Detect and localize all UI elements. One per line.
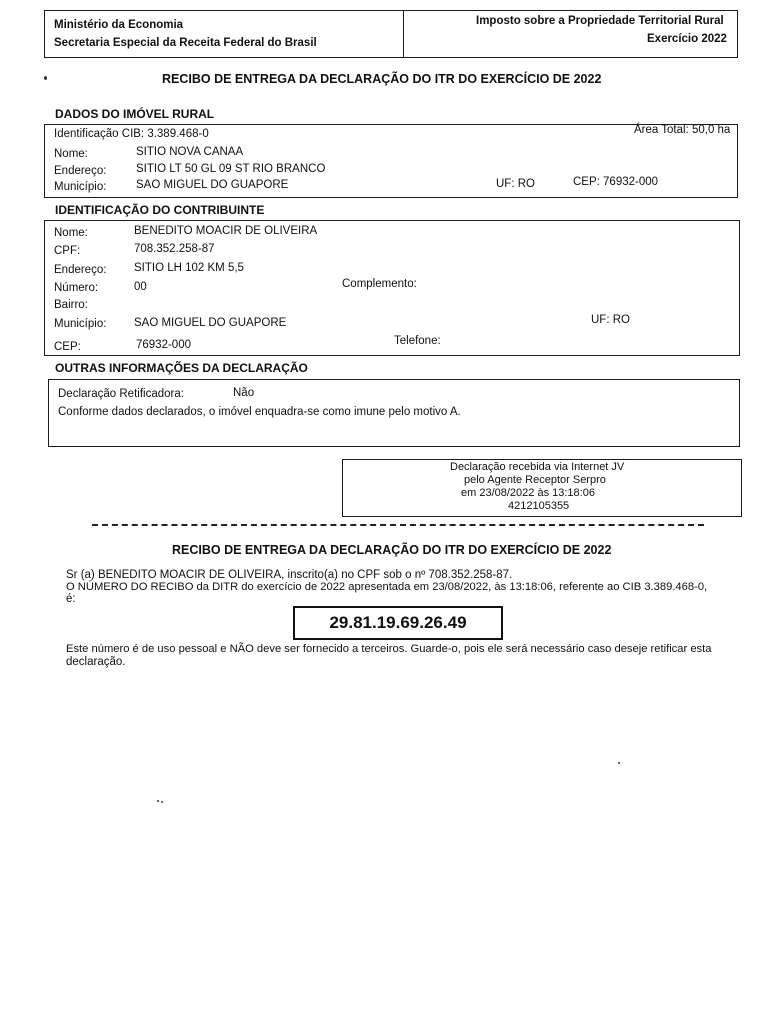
speck: [44, 76, 47, 80]
contribuinte-bairro-label: Bairro:: [54, 299, 88, 311]
recibo-line2: O NÚMERO DO RECIBO da DITR do exercício de 2022 apresentada em 23/08/2022, às 13:18:06, referente ao CIB 3.389.468-0,: [66, 581, 708, 593]
imovel-cep: CEP: 76932-000: [573, 176, 659, 188]
contribuinte-nome-label: Nome:: [54, 227, 88, 239]
contribuinte-cep-label: CEP:: [54, 341, 81, 353]
speck: [157, 800, 159, 802]
contribuinte-cep-value: 76932-000: [136, 339, 191, 351]
header-divider: [403, 10, 404, 58]
imovel-area-total: Área Total: 50,0 ha: [634, 124, 731, 136]
imovel-uf: UF: RO: [496, 178, 535, 190]
contribuinte-endereco-label: Endereço:: [54, 264, 107, 276]
contribuinte-numero-label: Número:: [54, 282, 99, 294]
recibo-numero: 29.81.19.69.26.49: [329, 613, 467, 632]
main-title: RECIBO DE ENTREGA DA DECLARAÇÃO DO ITR DO EXERCÍCIO DE 2022: [162, 72, 602, 86]
recibo-aviso-line1: Este número é de uso pessoal e NÃO deve ser fornecido a terceiros. Guarde-o, pois ele será necessário caso deseje retificar esta: [66, 643, 712, 655]
header-ministerio: Ministério da Economia: [54, 19, 184, 31]
imovel-municipio-value: SAO MIGUEL DO GUAPORE: [136, 179, 289, 191]
imovel-endereco-label: Endereço:: [54, 165, 107, 177]
cut-line: [92, 524, 704, 526]
contribuinte-telefone-label: Telefone:: [394, 335, 441, 347]
contribuinte-municipio-label: Município:: [54, 318, 107, 330]
outras-retificadora-value: Não: [233, 387, 255, 399]
outras-retificadora-label: Declaração Retificadora:: [58, 388, 184, 400]
header-secretaria: Secretaria Especial da Receita Federal do Brasil: [54, 37, 317, 49]
contribuinte-numero-value: 00: [134, 281, 147, 293]
imovel-nome-label: Nome:: [54, 148, 88, 160]
recibo-aviso-line2: declaração.: [66, 656, 126, 668]
contribuinte-uf: UF: RO: [591, 314, 630, 326]
speck: [618, 762, 620, 764]
contribuinte-municipio-value: SAO MIGUEL DO GUAPORE: [134, 317, 287, 329]
imovel-nome-value: SITIO NOVA CANAA: [136, 146, 244, 158]
recibo-line1: Sr (a) BENEDITO MOACIR DE OLIVEIRA, inscrito(a) no CPF sob o nº 708.352.258-87.: [66, 569, 513, 581]
recibo-title: RECIBO DE ENTREGA DA DECLARAÇÃO DO ITR DO EXERCÍCIO DE 2022: [172, 543, 612, 557]
contribuinte-cpf-label: CPF:: [54, 245, 81, 257]
imovel-endereco-value: SITIO LT 50 GL 09 ST RIO BRANCO: [136, 163, 326, 175]
contribuinte-endereco-value: SITIO LH 102 KM 5,5: [134, 262, 244, 274]
imovel-section-title: DADOS DO IMÓVEL RURAL: [55, 107, 215, 121]
speck: [161, 801, 163, 803]
header-imposto: Imposto sobre a Propriedade Territorial Rural: [476, 15, 724, 27]
outras-texto: Conforme dados declarados, o imóvel enquadra-se como imune pelo motivo A.: [58, 406, 461, 418]
contribuinte-nome-value: BENEDITO MOACIR DE OLIVEIRA: [134, 225, 318, 237]
contribuinte-cpf-value: 708.352.258-87: [134, 243, 215, 255]
contribuinte-section-title: IDENTIFICAÇÃO DO CONTRIBUINTE: [55, 203, 265, 217]
outras-section-title: OUTRAS INFORMAÇÕES DA DECLARAÇÃO: [55, 361, 308, 375]
recebimento-line1: Declaração recebida via Internet JV: [450, 461, 625, 473]
recibo-line3: é:: [66, 593, 76, 605]
contribuinte-complemento-label: Complemento:: [342, 278, 417, 290]
imovel-municipio-label: Município:: [54, 181, 107, 193]
recibo-numero-box: [293, 606, 503, 640]
recebimento-line4: 4212105355: [508, 500, 570, 512]
recebimento-line3: em 23/08/2022 às 13:18:06: [461, 487, 595, 499]
recebimento-line2: pelo Agente Receptor Serpro: [464, 474, 606, 486]
imovel-identificacao: Identificação CIB: 3.389.468-0: [54, 128, 209, 140]
header-exercicio: Exercício 2022: [647, 33, 727, 45]
